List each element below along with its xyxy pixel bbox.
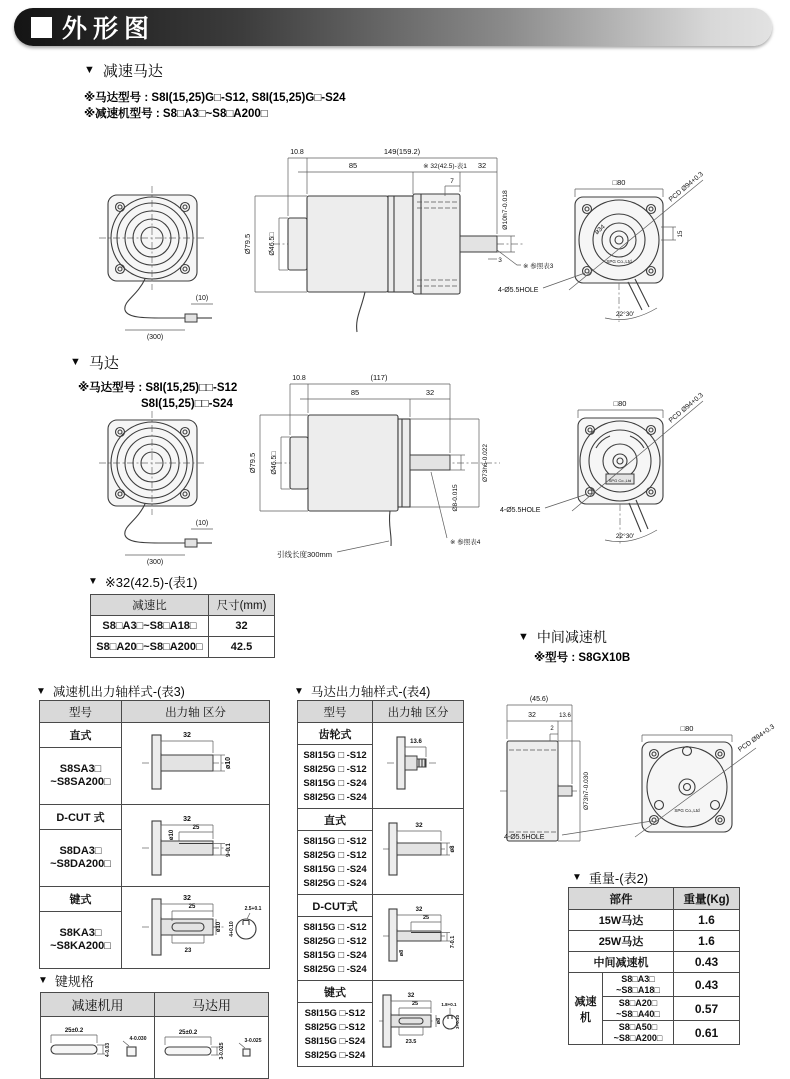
dim-label: (10) <box>195 295 209 302</box>
page-banner <box>14 8 772 46</box>
model-line: S8KA3□ <box>59 927 102 940</box>
model-line: S8□A3□ <box>621 974 655 984</box>
dim-label: 2.5+0.1 <box>244 906 262 912</box>
dim-label: 25±0.2 <box>178 1030 198 1036</box>
triangle-marker-icon: ▼ <box>518 630 529 643</box>
t3-header-shaft: 出力轴 区分 <box>122 701 270 723</box>
table-row <box>91 616 275 637</box>
dim-label: 3-0.025 <box>219 1042 225 1060</box>
model-line: S8□A20□ <box>618 998 658 1008</box>
dim-label: 25 <box>192 825 200 831</box>
t4-drawing-straight <box>373 809 464 895</box>
dim-label: 32 <box>415 822 423 829</box>
section-motor-label: 马达 <box>88 355 119 372</box>
dim-label: ø34 <box>593 223 607 237</box>
section-intermediate-label: 中间减速机 <box>536 629 607 645</box>
t3-models-dcut <box>40 830 122 887</box>
straight-shaft-drawing <box>124 723 267 801</box>
motor-note1: ※马达型号 : S8I(15,25)□□-S12 <box>78 382 238 394</box>
hole-note: 4-Ø5.5HOLE <box>498 287 539 294</box>
dim-label: 25 <box>411 1001 419 1007</box>
model-line: S8I15G □-S12 <box>304 1007 366 1019</box>
angle-label: 22°30′ <box>615 311 635 318</box>
model-line: S8I25G □-S24 <box>304 1049 366 1061</box>
dim-label: 7 <box>450 178 454 185</box>
tk-gearbox-key-drawing <box>41 1017 155 1079</box>
model-line: S8□A50□ <box>618 1022 658 1032</box>
model-line: S8I25G □ -S12 <box>303 849 367 861</box>
dim-label: 32 <box>183 895 191 902</box>
t4-drawing-key <box>373 981 464 1067</box>
triangle-marker-icon: ▼ <box>38 975 48 986</box>
keyspec-title-text: 键规格 <box>54 974 94 989</box>
table2-weight <box>568 887 740 1045</box>
dim-label: □80 <box>613 399 627 408</box>
t4-drawing-dcut <box>373 895 464 981</box>
dim-label: Ø46.5□ <box>269 232 276 256</box>
t4-models-straight <box>298 831 373 895</box>
t3-models-key <box>40 912 122 969</box>
triangle-marker-icon: ▼ <box>84 64 95 76</box>
table3-title <box>36 682 185 700</box>
t2-weight: 0.43 <box>674 952 740 973</box>
model-line: ~S8□A200□ <box>613 1032 663 1043</box>
tk-header-motor: 马达用 <box>155 993 269 1017</box>
model-line: S8I15G □ -S12 <box>303 835 367 847</box>
dim-label: 32 <box>425 388 435 397</box>
t4-drawing-gear <box>373 723 464 809</box>
t4-style-gear: 齿轮式 <box>298 723 373 745</box>
t2-part: 25W马达 <box>569 931 674 952</box>
dim-label: 7-0.1 <box>450 935 456 949</box>
wire-bundle <box>629 500 648 532</box>
dim-label: (10) <box>195 520 209 527</box>
dim-label: 32 <box>477 161 487 170</box>
model-line: S8I15G □-S24 <box>304 1035 366 1047</box>
t3-header-model: 型号 <box>40 701 122 723</box>
t4-models-key <box>298 1003 373 1067</box>
dim-label: ※ 32(42.5)-表1 <box>423 163 467 170</box>
gear-motor-back-view <box>498 171 705 322</box>
motor-drawing <box>45 368 760 568</box>
intermediate-gearhead-drawing <box>500 690 790 875</box>
table2-title-text: 重量-(表2) <box>588 871 649 886</box>
banner-square-icon <box>31 17 52 38</box>
gear-motor-drawing <box>45 138 760 350</box>
t1-cell: S8□A3□~S8□A18□ <box>91 616 209 637</box>
motor-side-view <box>248 373 500 559</box>
gear-motor-note1: ※马达型号 : S8I(15,25)G□-S12, S8I(15,25)G□-S24 <box>84 92 346 104</box>
dim-label: 32 <box>407 993 415 999</box>
dim-label: 4+0.10 <box>229 921 235 937</box>
t4-style-key: 键式 <box>298 981 373 1003</box>
table-row <box>40 805 270 830</box>
t3-drawing-straight <box>122 723 270 805</box>
t2-part: 15W马达 <box>569 910 674 931</box>
motor-key-drawing <box>157 1017 266 1075</box>
dim-label: 1.8+0.1 <box>441 1002 457 1007</box>
gear-shaft-drawing <box>375 723 461 805</box>
dim-label: 4-0.030 <box>129 1036 147 1042</box>
table3-title-text: 减速机出力轴样式-(表3) <box>52 685 185 699</box>
t2-part-range <box>603 973 674 997</box>
keyspec-table <box>40 992 269 1079</box>
table-row <box>569 952 740 973</box>
dim-label: 10.8 <box>292 375 306 382</box>
keyspec-title <box>38 971 94 990</box>
model-line: S8I25G □-S12 <box>304 1021 366 1033</box>
triangle-marker-icon: ▼ <box>572 872 582 883</box>
dim-label: ø10 <box>169 829 175 841</box>
dim-label: 23.5 <box>405 1039 417 1045</box>
table-row <box>40 887 270 912</box>
triangle-marker-icon: ▼ <box>294 685 304 697</box>
t3-style-dcut: D-CUT 式 <box>40 805 122 830</box>
page-title: 外形图 <box>62 15 156 43</box>
table-row <box>91 637 275 658</box>
t1-cell: 32 <box>209 616 275 637</box>
dim-label: 32 <box>183 816 191 823</box>
lead-wire <box>357 292 365 332</box>
dim-label: Ø79.5 <box>243 233 252 255</box>
t2-weight: 0.61 <box>674 1021 740 1045</box>
hole-note: 4-Ø5.5HOLE <box>504 834 545 841</box>
dim-label: Ø46.5□ <box>271 451 278 475</box>
lead-note: 引线长度300mm <box>277 550 333 559</box>
t2-weight: 1.6 <box>674 910 740 931</box>
motor-front-view <box>99 411 213 566</box>
dim-label: ø10 <box>225 756 232 770</box>
gear-motor-note2: ※减速机型号 : S8□A3□~S8□A200□ <box>84 108 268 120</box>
model-line: S8I15G □ -S12 <box>303 921 367 933</box>
brand-label: SPG Co.,Ltd <box>608 478 632 483</box>
t4-header-shaft: 出力轴 区分 <box>373 701 464 723</box>
gear-motor-notes <box>84 90 346 122</box>
dim-label: PCD Ø94+0.3 <box>737 723 776 754</box>
table-row <box>569 910 740 931</box>
dim-label: (45.6) <box>529 696 549 703</box>
t2-part-range <box>603 997 674 1021</box>
dim-label: ø8 <box>436 1017 442 1025</box>
model-line: ~S8DA200□ <box>50 858 111 871</box>
dim-label: □80 <box>680 724 694 733</box>
t2-group-label: 减速机 <box>569 973 603 1045</box>
t1-cell: S8□A20□~S8□A200□ <box>91 637 209 658</box>
table1-title <box>88 572 197 591</box>
model-line: S8I15G □ -S12 <box>303 749 367 761</box>
table-row <box>41 1017 269 1079</box>
model-line: ~S8SA200□ <box>50 776 111 789</box>
dim-label: 4-0.03 <box>105 1042 111 1058</box>
t3-style-key: 键式 <box>40 887 122 912</box>
table1-ratio-size <box>90 594 275 658</box>
t4-style-straight: 直式 <box>298 809 373 831</box>
t3-style-straight: 直式 <box>40 723 122 748</box>
dim-label: Ø8-0.015 <box>452 484 459 512</box>
dcut-shaft-drawing <box>124 805 267 883</box>
dim-label: ø8 <box>399 949 405 957</box>
tk-motor-key-drawing <box>155 1017 269 1079</box>
dim-label: 15 <box>678 230 684 238</box>
section-gear-motor <box>84 60 163 81</box>
dim-label: Ø73h6-0.022 <box>482 444 489 482</box>
section-gear-motor-label: 减速马达 <box>102 63 163 80</box>
dim-label: 3+0.10 <box>455 1015 460 1029</box>
table-row <box>40 723 270 748</box>
dim-label: (300) <box>146 559 164 566</box>
model-line: S8I15G □ -S24 <box>303 863 367 875</box>
dim-label: 32 <box>415 907 423 913</box>
dim-label: 10.8 <box>290 149 304 156</box>
tk-header-gearbox: 减速机用 <box>41 993 155 1017</box>
dim-label: 3-0.025 <box>244 1038 262 1044</box>
motor-note2: S8I(15,25)□□-S24 <box>141 398 233 410</box>
dim-label: 9-0.1 <box>226 843 232 857</box>
dim-label: 13.6 <box>559 713 571 719</box>
dim-label: 149(159.2) <box>383 147 421 156</box>
t4-style-dcut: D-CUT式 <box>298 895 373 917</box>
table-row <box>298 981 464 1003</box>
table1-title-text: ※32(42.5)-(表1) <box>104 575 198 590</box>
dim-label: 23 <box>184 948 192 954</box>
gear-motor-front-view <box>99 186 213 341</box>
dim-label: 85 <box>348 161 358 170</box>
model-line: S8SA3□ <box>59 763 102 776</box>
t3-drawing-key <box>122 887 270 969</box>
dim-label: 25±0.2 <box>64 1028 84 1034</box>
dim-label: □80 <box>612 178 626 187</box>
dim-label: 32 <box>528 712 536 719</box>
angle-label: 22°30′ <box>615 533 635 540</box>
model-line: S8I25G □ -S24 <box>303 791 367 803</box>
table-row <box>298 895 464 917</box>
dim-label: Ø73h7-0.030 <box>583 772 590 810</box>
dim-label: (300) <box>146 334 164 341</box>
dim-label: PCD Ø94+0.3 <box>667 170 705 204</box>
brand-label: SPG Co.,Ltd <box>674 808 700 813</box>
straight-shaft-drawing <box>375 809 461 891</box>
hole-note: 4-Ø5.5HOLE <box>500 507 541 514</box>
model-line: ~S8□A18□ <box>616 984 660 995</box>
t2-header-part: 部件 <box>569 888 674 910</box>
ref-note: ※ 参照表4 <box>450 539 481 546</box>
brand-label: SPG Co.,Ltd <box>606 259 632 264</box>
motor-back-view <box>500 392 705 544</box>
dim-label: PCD Ø94+0.3 <box>667 391 705 425</box>
dim-label: Ø79.5 <box>248 452 257 474</box>
gear-motor-side-view <box>243 147 554 332</box>
model-line: S8I15G □ -S24 <box>303 777 367 789</box>
t1-header-ratio: 减速比 <box>91 595 209 616</box>
triangle-marker-icon: ▼ <box>36 685 46 697</box>
gearbox-key-drawing <box>43 1017 152 1075</box>
intermediate-note: ※型号 : S8GX10B <box>534 652 631 664</box>
table3-gearbox-shaft <box>39 700 270 969</box>
dcut-shaft-drawing <box>375 895 461 977</box>
dim-label: 2 <box>550 726 554 732</box>
model-line: ~S8□A40□ <box>616 1008 660 1019</box>
table-row <box>298 809 464 831</box>
t2-part-range <box>603 1021 674 1045</box>
t4-models-dcut <box>298 917 373 981</box>
section-intermediate <box>518 627 607 647</box>
table4-title-text: 马达出力轴样式-(表4) <box>310 685 431 699</box>
model-line: S8I25G □ -S12 <box>303 935 367 947</box>
model-line: S8I25G □ -S12 <box>303 763 367 775</box>
dim-label: Ø10h7-0.018 <box>502 190 509 230</box>
ref-note: ※ 参照表3 <box>523 263 554 270</box>
lead-wire <box>125 279 185 318</box>
dim-label: 32 <box>183 732 191 739</box>
t1-cell: 42.5 <box>209 637 275 658</box>
dim-label: 25 <box>188 904 196 910</box>
t2-part: 中间减速机 <box>569 952 674 973</box>
model-line: S8DA3□ <box>59 845 102 858</box>
table4-motor-shaft <box>297 700 464 1067</box>
t1-header-size: 尺寸(mm) <box>209 595 275 616</box>
model-line: S8I25G □ -S24 <box>303 877 367 889</box>
key-shaft-drawing <box>375 981 461 1063</box>
table-row <box>298 723 464 745</box>
model-line: S8I15G □ -S24 <box>303 949 367 961</box>
lead-wire <box>125 504 185 543</box>
model-line: S8I25G □ -S24 <box>303 963 367 975</box>
lead-wire <box>389 511 391 546</box>
t3-drawing-dcut <box>122 805 270 887</box>
t4-header-model: 型号 <box>298 701 373 723</box>
dim-label: 3 <box>498 257 502 264</box>
t2-weight: 0.57 <box>674 997 740 1021</box>
intermediate-side-view <box>500 696 590 841</box>
wire-bundle <box>628 279 649 310</box>
t2-header-weight: 重量(Kg) <box>674 888 740 910</box>
key-shaft-drawing <box>124 887 267 965</box>
dim-label: 25 <box>422 915 430 921</box>
t2-weight: 0.43 <box>674 973 740 997</box>
t2-weight: 1.6 <box>674 931 740 952</box>
triangle-marker-icon: ▼ <box>88 576 98 587</box>
triangle-marker-icon: ▼ <box>70 356 81 368</box>
dim-label: (117) <box>370 373 388 382</box>
table4-title <box>294 682 430 700</box>
t4-models-gear <box>298 745 373 809</box>
dim-label: 13.6 <box>410 739 422 745</box>
table-row <box>569 931 740 952</box>
dim-label: 85 <box>350 388 360 397</box>
model-line: ~S8KA200□ <box>50 940 111 953</box>
table2-title <box>572 868 648 887</box>
table-row <box>569 973 740 997</box>
dim-label: ø8 <box>450 845 456 853</box>
dim-label: ø10 <box>216 921 222 933</box>
t3-models-straight <box>40 748 122 805</box>
